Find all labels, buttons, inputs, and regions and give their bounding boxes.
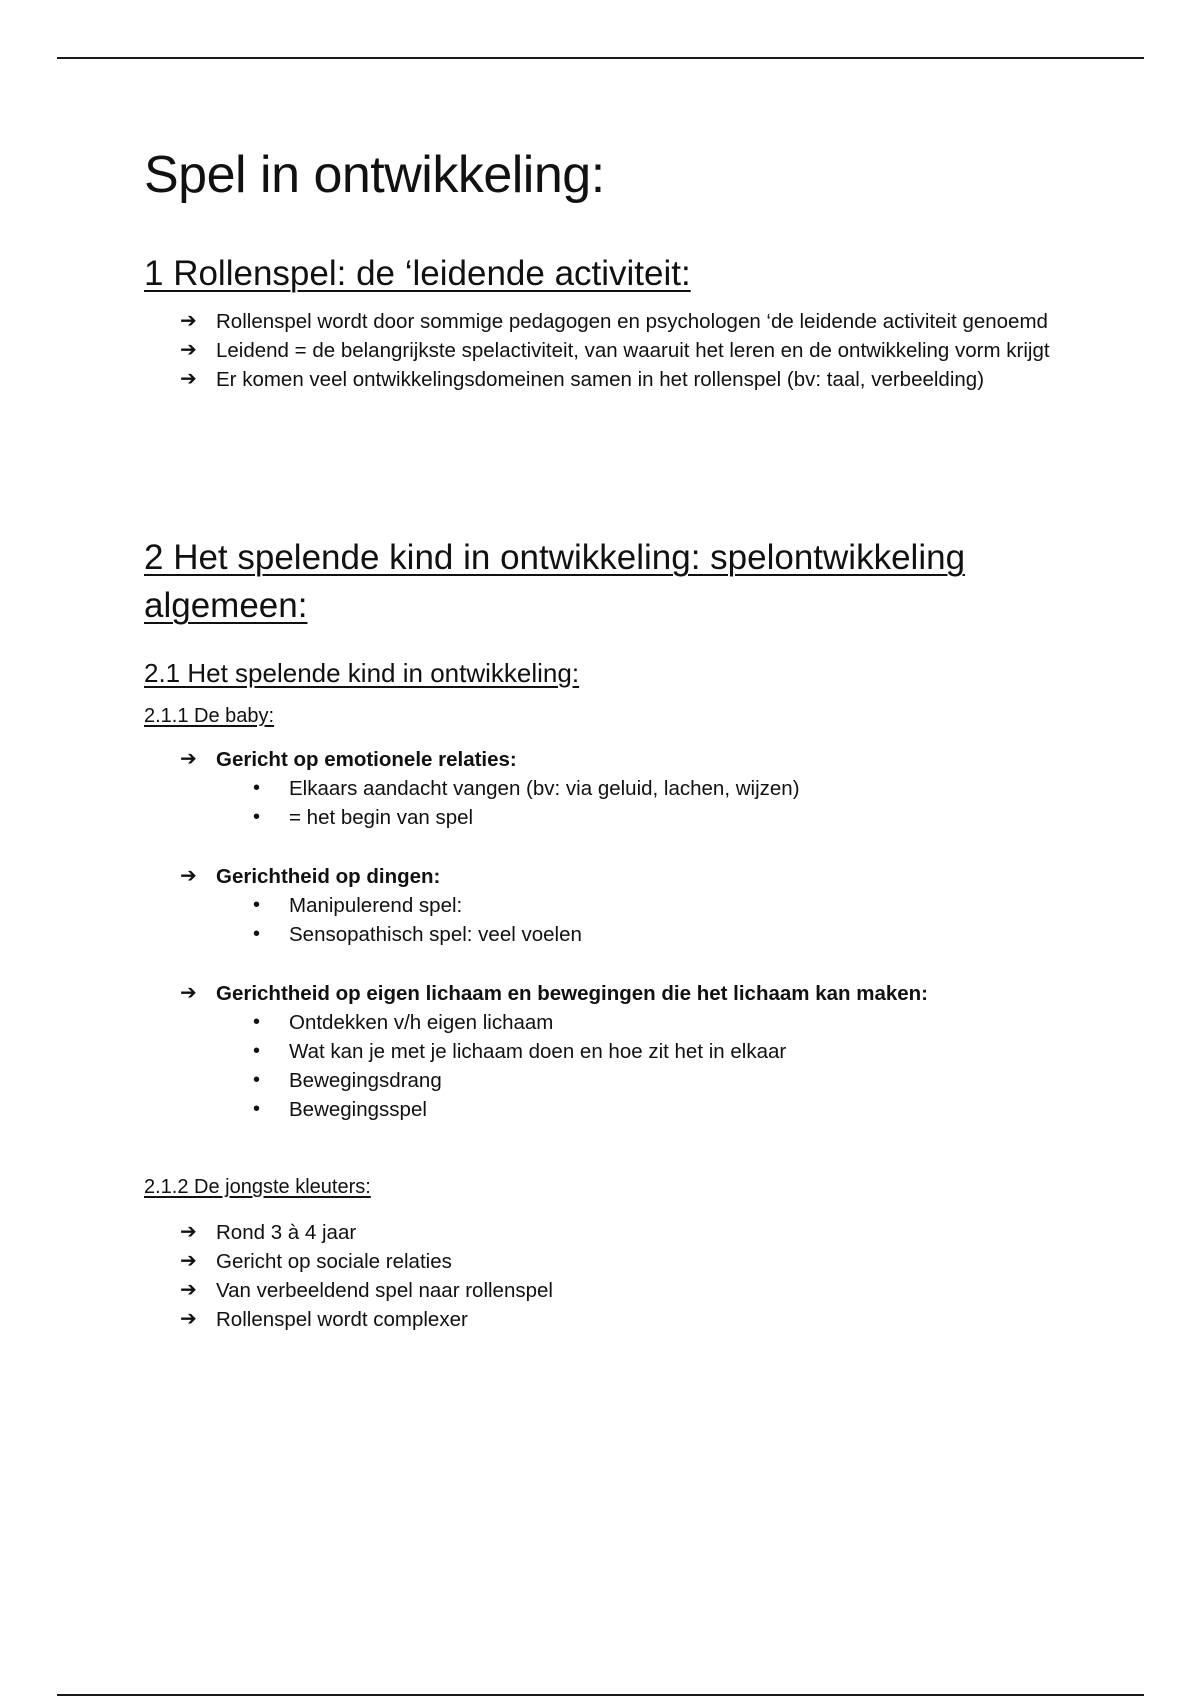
list-item <box>180 365 1080 394</box>
baby-group-2 <box>180 862 1080 949</box>
list-item-text: Rollenspel wordt complexer <box>216 1308 468 1331</box>
subsection-2-1-heading: 2.1 Het spelende kind in ontwikkeling: <box>144 658 580 688</box>
subsection-2-1-2-heading: 2.1.2 De jongste kleuters: <box>144 1176 371 1198</box>
bullet-icon: • <box>253 1069 261 1091</box>
arrow-icon: ➔ <box>180 1221 197 1243</box>
list-item <box>180 745 1080 832</box>
bullet-icon: • <box>253 1098 261 1120</box>
bullet-text: Sensopathisch spel: veel voelen <box>289 923 582 946</box>
list-item-text: Leidend = de belangrijkste spelactiviteit, van waaruit het leren en de ontwikkeling vorm krijgt <box>216 339 1050 362</box>
group-label: Gerichtheid op eigen lichaam en bewegingen die het lichaam kan maken: <box>216 982 928 1005</box>
list-item <box>180 1305 1080 1334</box>
list-item-text: Rond 3 à 4 jaar <box>216 1221 357 1244</box>
baby-group-3 <box>180 979 1080 1124</box>
bullet-item <box>253 774 1080 803</box>
bullet-icon: • <box>253 806 261 828</box>
top-rule <box>57 57 1144 59</box>
arrow-icon: ➔ <box>180 982 197 1004</box>
bullet-item <box>253 891 1080 920</box>
list-item <box>180 1218 1080 1247</box>
section-2-heading-line2: algemeen: <box>144 586 308 625</box>
arrow-icon: ➔ <box>180 368 197 390</box>
list-item-text: Rollenspel wordt door sommige pedagogen en psychologen ‘de leidende activiteit genoemd <box>216 310 1048 333</box>
bullet-text: Bewegingsdrang <box>289 1069 442 1092</box>
arrow-icon: ➔ <box>180 1308 197 1330</box>
list-item-text: Er komen veel ontwikkelingsdomeinen samen in het rollenspel (bv: taal, verbeelding) <box>216 368 985 391</box>
arrow-icon: ➔ <box>180 1250 197 1272</box>
bullet-icon: • <box>253 1011 261 1033</box>
list-item <box>180 307 1080 336</box>
subsection-2-1-1-heading: 2.1.1 De baby: <box>144 705 275 727</box>
arrow-icon: ➔ <box>180 1279 197 1301</box>
list-item <box>180 336 1080 365</box>
arrow-icon: ➔ <box>180 748 197 770</box>
list-item-text: Gericht op sociale relaties <box>216 1250 452 1273</box>
list-item <box>180 862 1080 949</box>
bullet-item <box>253 920 1080 949</box>
bullet-text: Ontdekken v/h eigen lichaam <box>289 1011 554 1034</box>
bullet-text: Manipulerend spel: <box>289 894 463 917</box>
baby-group-1 <box>180 745 1080 832</box>
list-item <box>180 1247 1080 1276</box>
list-item-text: Van verbeeldend spel naar rollenspel <box>216 1279 553 1302</box>
bullet-item <box>253 1008 1080 1037</box>
bullet-icon: • <box>253 1040 261 1062</box>
bullet-item <box>253 1095 1080 1124</box>
group-label: Gerichtheid op dingen: <box>216 865 441 888</box>
list-item <box>180 979 1080 1124</box>
bullet-item <box>253 1066 1080 1095</box>
section-1-list <box>180 307 1080 394</box>
bullet-list <box>216 891 1080 949</box>
bottom-rule <box>57 1694 1144 1696</box>
bullet-icon: • <box>253 894 261 916</box>
bullet-text: Elkaars aandacht vangen (bv: via geluid, lachen, wijzen) <box>289 777 800 800</box>
bullet-list <box>216 774 1080 832</box>
bullet-text: = het begin van spel <box>289 806 474 829</box>
bullet-list <box>216 1008 1080 1124</box>
kleuters-list <box>180 1218 1080 1334</box>
section-2-heading-line1: 2 Het spelende kind in ontwikkeling: spelontwikkeling <box>144 538 966 577</box>
bullet-icon: • <box>253 777 261 799</box>
bullet-item <box>253 803 1080 832</box>
arrow-icon: ➔ <box>180 339 197 361</box>
arrow-icon: ➔ <box>180 865 197 887</box>
bullet-text: Bewegingsspel <box>289 1098 427 1121</box>
group-label: Gericht op emotionele relaties: <box>216 748 517 771</box>
arrow-icon: ➔ <box>180 310 197 332</box>
bullet-icon: • <box>253 923 261 945</box>
bullet-text: Wat kan je met je lichaam doen en hoe zit het in elkaar <box>289 1040 787 1063</box>
section-2-heading <box>144 534 965 630</box>
section-1-heading: 1 Rollenspel: de ‘leidende activiteit: <box>144 254 691 293</box>
bullet-item <box>253 1037 1080 1066</box>
list-item <box>180 1276 1080 1305</box>
page-title: Spel in ontwikkeling: <box>144 146 605 204</box>
